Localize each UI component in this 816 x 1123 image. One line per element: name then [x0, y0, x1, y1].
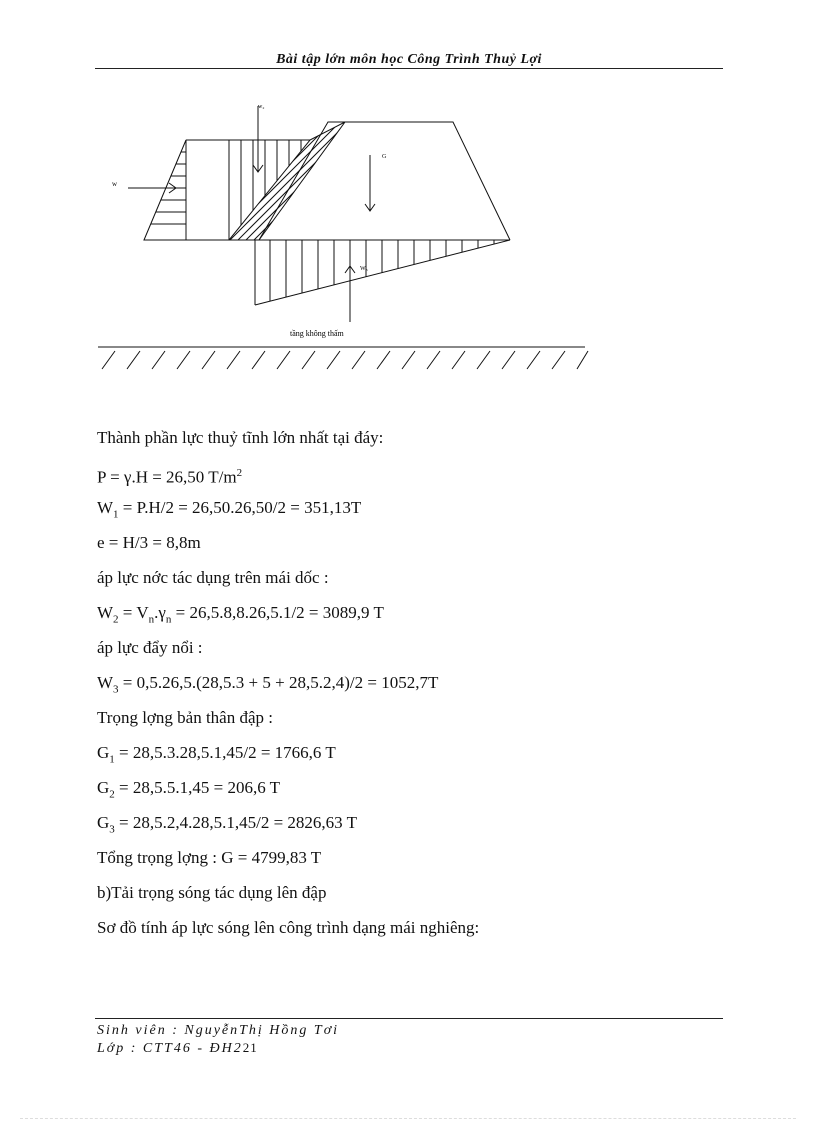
text-line: $W_2 = V_n.\gamma_n = 26,5.8,8.26,5.1/2 = 3089,9$ T — [97, 603, 384, 626]
arrow-w2 — [253, 106, 263, 172]
label-w3: W₃ — [360, 266, 368, 272]
text-line: b)Tải trọng sóng tác dụng lên đập — [97, 883, 327, 902]
uplift-pressure-diagram — [255, 240, 510, 305]
text-line: e = H/3 = 8,8m — [97, 533, 201, 552]
header-title: Bài tập lớn môn học Công Trình Thuỷ Lợi — [276, 52, 542, 67]
text-line: Tổng trọng lợng : G = 4799,83 T — [97, 848, 322, 867]
arrow-g — [365, 155, 375, 211]
ground-line — [98, 347, 588, 369]
text-line: áp lực nớc tác dụng trên mái dốc : — [97, 568, 329, 587]
arrow-w3 — [345, 266, 355, 322]
arrow-w1 — [128, 183, 176, 193]
page-bottom-border — [20, 1118, 796, 1119]
upstream-pressure-triangle — [144, 140, 186, 240]
text-line: $G_2 = 28,5.5.1,45 = 206,6$ T — [97, 778, 281, 801]
text-line: Thành phần lực thuỷ tĩnh lớn nhất tại đáy: — [97, 428, 384, 447]
text-line: $G_3 = 28,5.2,4.28,5.1,45/2 = 2826,63$ T — [97, 813, 358, 836]
impermeable-layer-label: tầng không thấm — [290, 329, 344, 338]
text-line: áp lực đẩy nổi : — [97, 638, 203, 657]
text-line: Sơ đồ tính áp lực sóng lên công trình dạng mái nghiêng: — [97, 918, 480, 937]
text-line: $W_1 = P.H/2 = 26,50.26,50/2 = 351,13T$ — [97, 498, 362, 521]
label-w: w — [112, 180, 118, 188]
footer — [97, 1022, 339, 1057]
text-line: Trọng lợng bản thân đập : — [97, 708, 273, 727]
footer-rule — [95, 1018, 723, 1019]
text-line: $W_3 = 0,5.26,5.(28,5.3 + 5 + 28,5.2,4)/2 = 1052,7T$ — [97, 673, 439, 696]
slope-hatch-band — [188, 110, 392, 250]
page-number: 21 — [242, 1040, 258, 1055]
dam-force-diagram — [0, 90, 816, 390]
header-rule — [95, 68, 723, 69]
footer-student: Sinh viên : NguyễnThị Hồng Tơi — [97, 1023, 340, 1038]
water-load-region — [186, 140, 310, 240]
label-g: G — [382, 154, 387, 160]
label-w2: w₂ — [258, 104, 265, 110]
footer-class: Lớp : CTT46 - ĐH221 — [97, 1040, 258, 1056]
calculation-text — [97, 424, 737, 949]
text-line: $G_1 = 28,5.3.28,5.1,45/2 = 1766,6$ T — [97, 743, 336, 766]
text-line: P = γ.H = 26,50 $T/m^2$ — [97, 467, 243, 487]
